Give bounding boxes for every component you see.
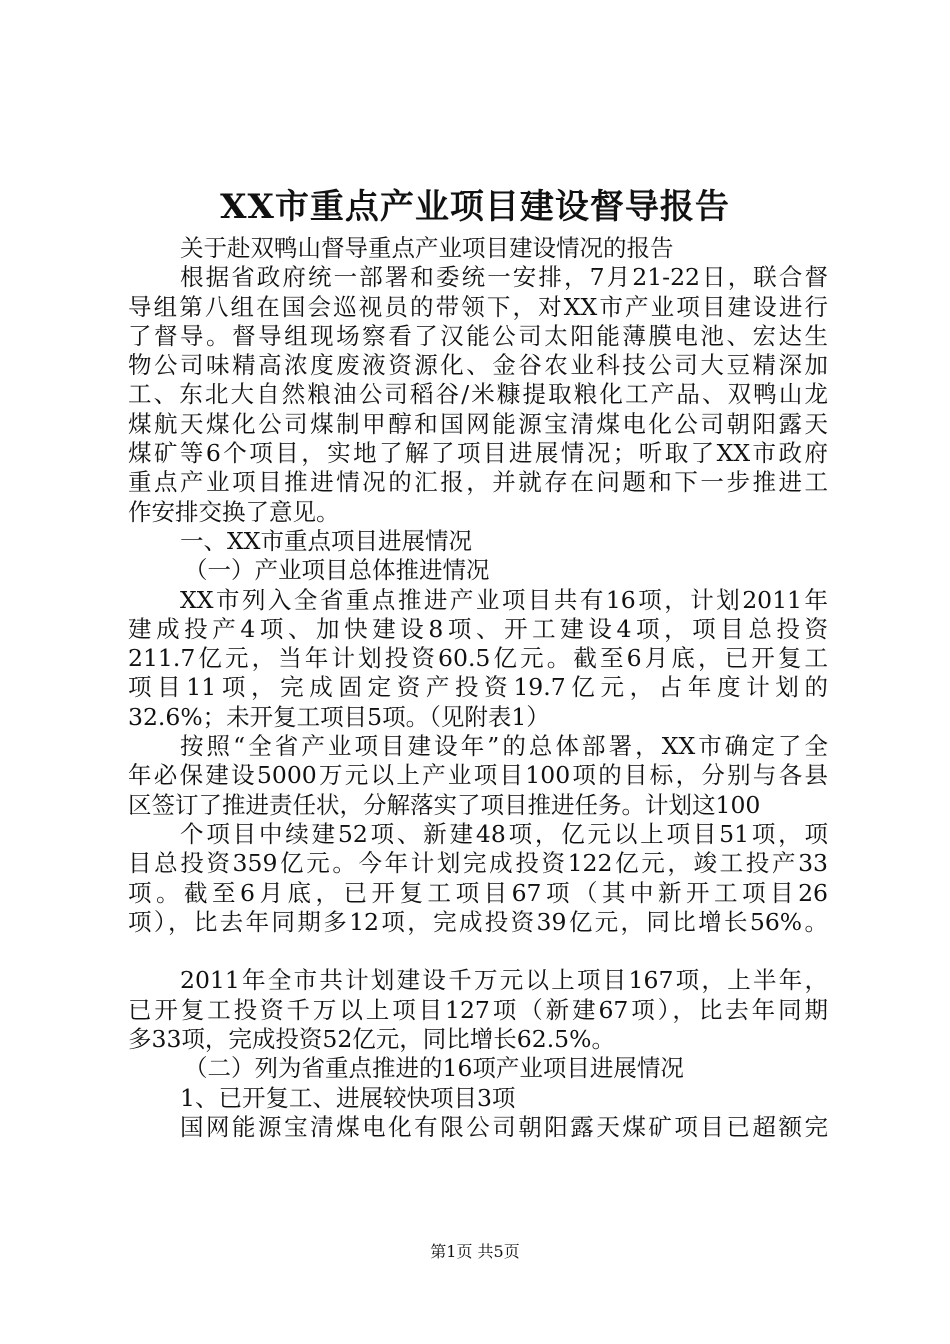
paragraph-line: 项目11项，完成固定资产投资19.7亿元，占年度计划的 [128, 673, 828, 702]
paragraph-line: 个项目中续建52项、新建48项，亿元以上项目51项，项 [180, 819, 828, 848]
paragraph-line: 煤矿等6个项目，实地了解了项目进展情况；听取了XX市政府 [128, 439, 828, 468]
paragraph-line: 已开复工投资千万以上项目127项（新建67项），比去年同期 [128, 995, 828, 1024]
paragraph-line: 作安排交换了意见。 [128, 497, 340, 526]
paragraph-line: XX市列入全省重点推进产业项目共有16项，计划2011年 [180, 585, 828, 614]
paragraph-line: 区签订了推进责任状，分解落实了项目推进任务。计划这100 [128, 790, 761, 819]
paragraph-line: 多33项，完成投资52亿元，同比增长62.5%。 [128, 1025, 615, 1054]
paragraph-line: 目总投资359亿元。今年计划完成投资122亿元，竣工投产33 [128, 849, 828, 878]
paragraph-line: 导组第八组在国会巡视员的带领下，对XX市产业项目建设进行 [128, 292, 828, 321]
paragraph-line: 煤航天煤化公司煤制甲醇和国网能源宝清煤电化公司朝阳露天 [128, 409, 828, 438]
paragraph-line: 根据省政府统一部署和委统一安排，7月21-22日，联合督 [180, 263, 828, 292]
paragraph-line: 项。截至6月底，已开复工项目67项（其中新开工项目26 [128, 878, 828, 907]
section-heading: 一、XX市重点项目进展情况 [180, 526, 472, 555]
page-number-footer: 第1页 共5页 [430, 1242, 520, 1261]
paragraph-line: 项），比去年同期多12项，完成投资39亿元，同比增长56%。 [128, 907, 828, 936]
paragraph-line: 国网能源宝清煤电化有限公司朝阳露天煤矿项目已超额完 [180, 1112, 828, 1141]
document-body [128, 234, 828, 1142]
report-subtitle: 关于赴双鸭山督导重点产业项目建设情况的报告 [180, 234, 674, 262]
paragraph-line: 按照“全省产业项目建设年”的总体部署，XX市确定了全 [180, 732, 828, 761]
paragraph-line: 211.7亿元，当年计划投资60.5亿元。截至6月底，已开复工 [128, 644, 828, 673]
paragraph-line: 工、东北大自然粮油公司稻谷/米糠提取粮化工产品、双鸭山龙 [128, 380, 828, 409]
paragraph-line: 物公司味精高浓度废液资源化、金谷农业科技公司大豆精深加 [128, 351, 828, 380]
list-heading: 1、已开复工、进展较快项目3项 [180, 1083, 516, 1112]
paragraph-line: 了督导。督导组现场察看了汉能公司太阳能薄膜电池、宏达生 [128, 321, 828, 350]
paragraph-line: 2011年全市共计划建设千万元以上项目167项，上半年， [180, 966, 828, 995]
paragraph-line: 32.6%；未开复工项目5项。（见附表1） [128, 702, 550, 731]
subsection-heading: （二）列为省重点推进的16项产业项目进展情况 [184, 1054, 684, 1083]
paragraph-line: 年必保建设5000万元以上产业项目100项的目标，分别与各县 [128, 761, 828, 790]
document-title: XX市重点产业项目建设督导报告 [220, 187, 730, 227]
subsection-heading: （一）产业项目总体推进情况 [184, 556, 490, 585]
paragraph-gap [128, 937, 828, 966]
paragraph-line: 建成投产4项、加快建设8项、开工建设4项，项目总投资 [128, 614, 828, 643]
paragraph-line: 重点产业项目推进情况的汇报，并就存在问题和下一步推进工 [128, 468, 828, 497]
